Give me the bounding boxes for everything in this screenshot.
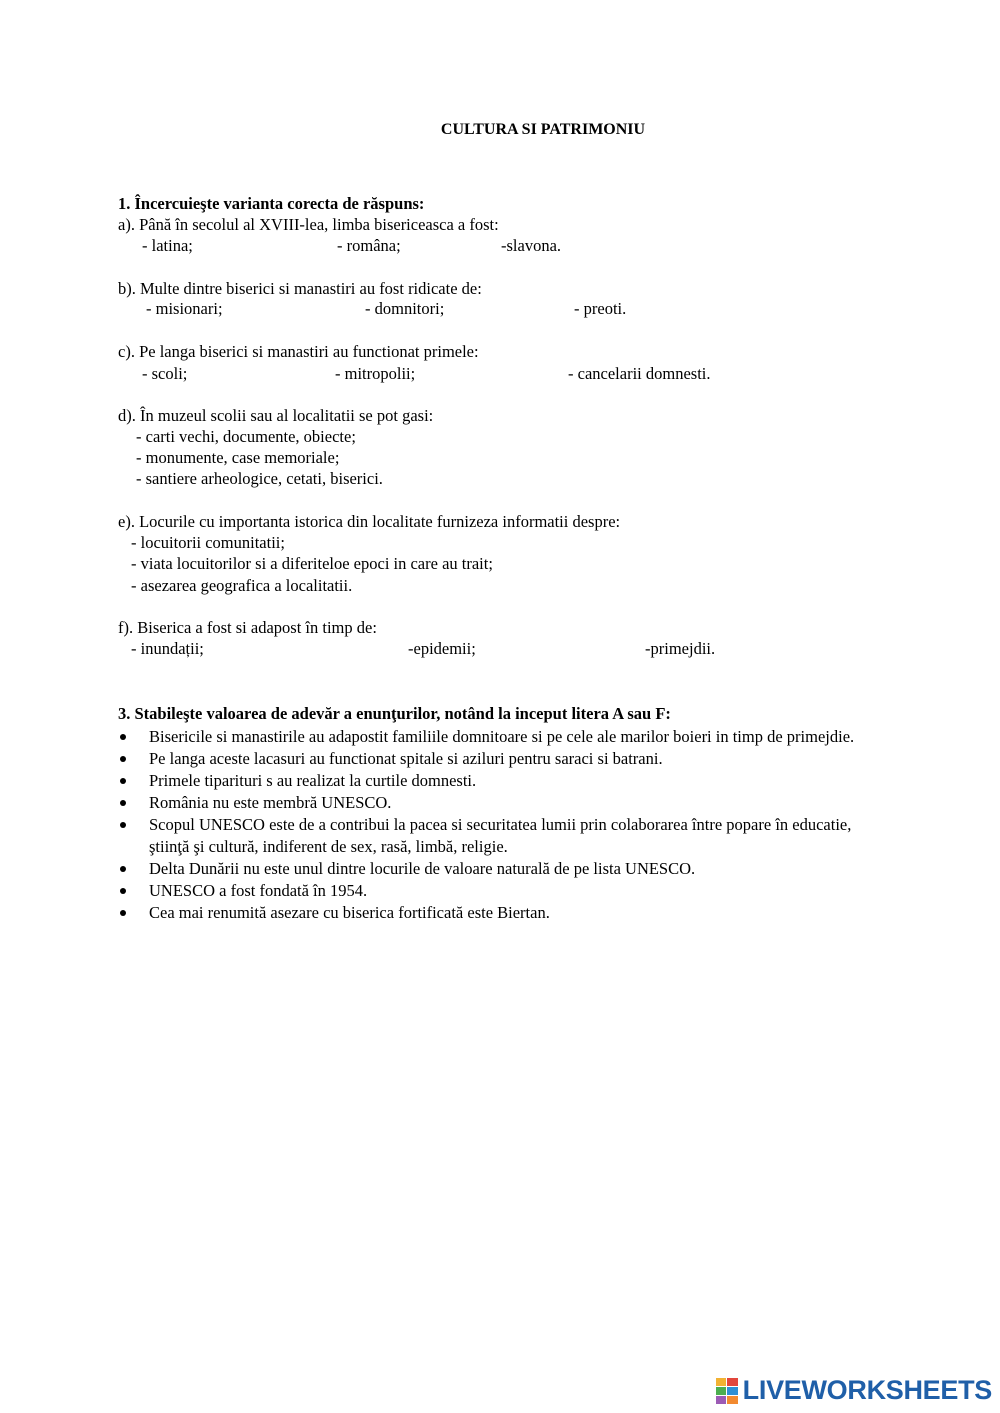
statement-item[interactable]: UNESCO a fost fondată în 1954.: [118, 880, 878, 902]
question-f-option-3[interactable]: -primejdii.: [645, 639, 716, 658]
question-b-option-1[interactable]: - misionari;: [146, 299, 223, 318]
statement-item[interactable]: România nu este membră UNESCO.: [118, 792, 878, 814]
question-b-prompt: b). Multe dintre biserici si manastiri au fost ridicate de:: [118, 279, 482, 298]
liveworksheets-logo-icon: [716, 1378, 738, 1404]
question-e-option-1[interactable]: - locuitorii comunitatii;: [131, 533, 285, 552]
question-c-option-3[interactable]: - cancelarii domnesti.: [568, 364, 711, 383]
question-a-option-2[interactable]: - româna;: [337, 236, 401, 255]
question-f-prompt: f). Biserica a fost si adapost în timp de:: [118, 618, 377, 637]
question-a-option-3[interactable]: -slavona.: [501, 236, 562, 255]
question-f-option-1[interactable]: - inundații;: [131, 639, 204, 658]
question-e-prompt: e). Locurile cu importanta istorica din localitate furnizeza informatii despre:: [118, 512, 621, 531]
question-d-option-2[interactable]: - monumente, case memoriale;: [136, 448, 340, 467]
question-f-option-2[interactable]: -epidemii;: [408, 639, 476, 658]
statement-item[interactable]: Bisericile si manastirile au adapostit familiile domnitoare si pe cele ale marilor boieri in timp de primejdie.: [118, 726, 878, 748]
question-e-option-2[interactable]: - viata locuitorilor si a diferiteloe epoci in care au trait;: [131, 554, 493, 573]
question-d-option-1[interactable]: - carti vechi, documente, obiecte;: [136, 427, 356, 446]
page-title: CULTURA SI PATRIMONIU: [440, 121, 646, 138]
statement-item[interactable]: Pe langa aceste lacasuri au functionat spitale si aziluri pentru saraci si batrani.: [118, 748, 878, 770]
statement-list: [118, 726, 878, 924]
question-a-option-1[interactable]: - latina;: [142, 236, 193, 255]
question-c-option-1[interactable]: - scoli;: [142, 364, 188, 383]
question-b-option-3[interactable]: - preoti.: [574, 299, 627, 318]
question-a-prompt: a). Până în secolul al XVIII-lea, limba bisericeasca a fost:: [118, 215, 499, 234]
question-d-option-3[interactable]: - santiere arheologice, cetati, biserici.: [136, 469, 383, 488]
question-e-option-3[interactable]: - asezarea geografica a localitatii.: [131, 576, 353, 595]
question-c-option-2[interactable]: - mitropolii;: [335, 364, 416, 383]
statement-item[interactable]: Primele tiparituri s au realizat la curtile domnesti.: [118, 770, 878, 792]
liveworksheets-logo: [716, 1377, 992, 1404]
liveworksheets-wordmark: LIVEWORKSHEETS: [742, 1375, 992, 1405]
question-d-prompt: d). În muzeul scolii sau al localitatii se pot gasi:: [118, 406, 434, 425]
statement-item[interactable]: Scopul UNESCO este de a contribui la pacea si securitatea lumii prin colaborarea între popare în educatie, ştiinţă şi cultură, indiferent de sex, rasă, limbă, religie.: [118, 814, 878, 858]
section3-heading: 3. Stabileşte valoarea de adevăr a enunţurilor, notând la inceput litera A sau F:: [118, 704, 671, 723]
statement-item[interactable]: Cea mai renumită asezare cu biserica fortificată este Biertan.: [118, 902, 878, 924]
question-b-option-2[interactable]: - domnitori;: [365, 299, 445, 318]
statement-item[interactable]: Delta Dunării nu este unul dintre locurile de valoare naturală de pe lista UNESCO.: [118, 858, 878, 880]
question-c-prompt: c). Pe langa biserici si manastiri au functionat primele:: [118, 342, 479, 361]
section1-heading: 1. Încercuieşte varianta corecta de răspuns:: [118, 194, 425, 213]
